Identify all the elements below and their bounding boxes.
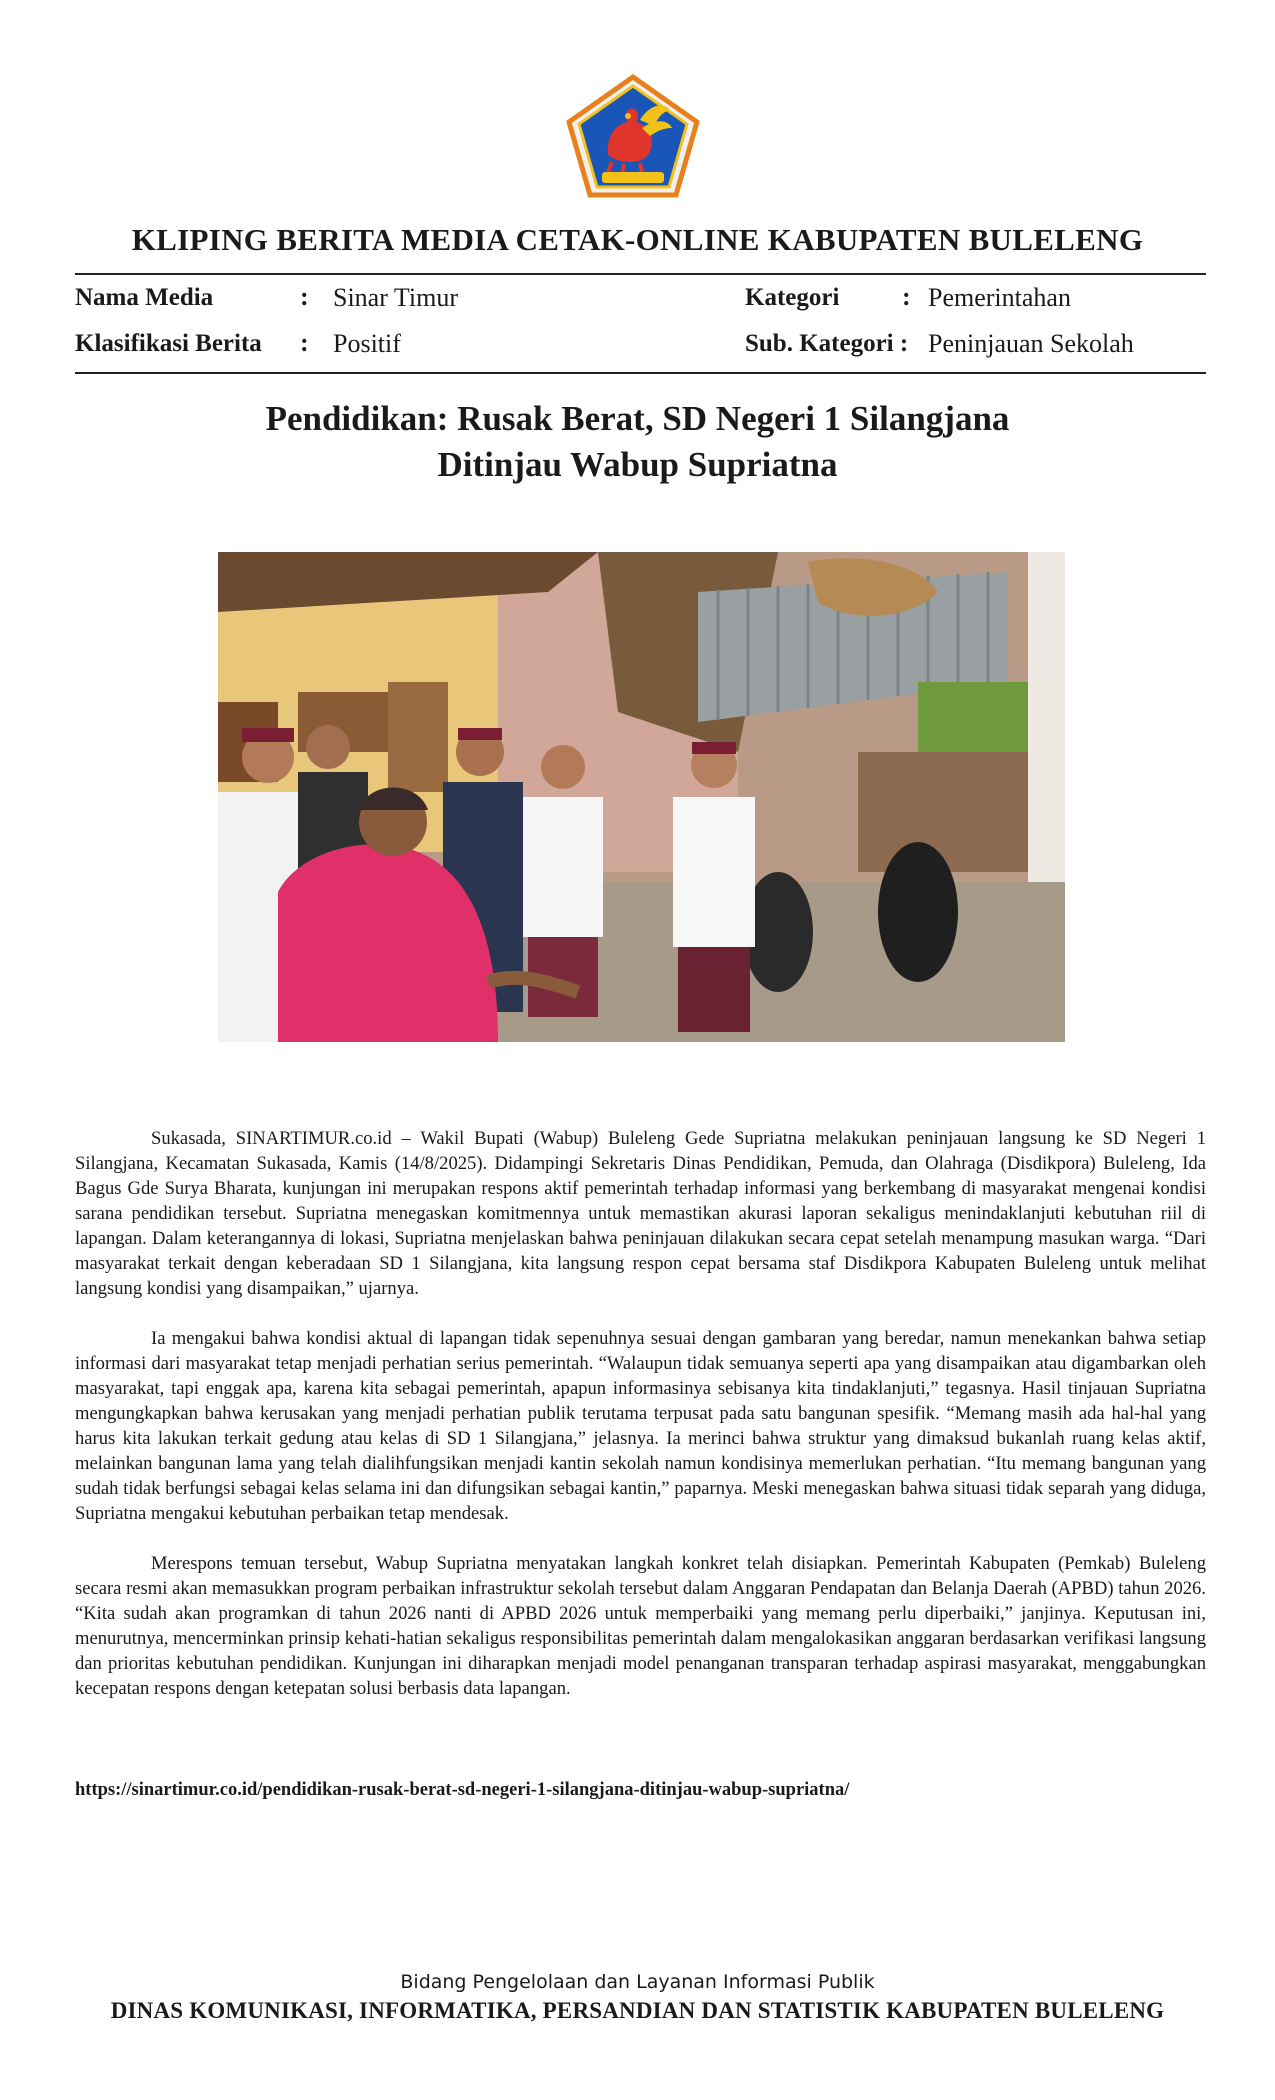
footer-division: Bidang Pengelolaan dan Layanan Informasi Publik	[400, 1971, 875, 1993]
emblem-icon	[566, 74, 700, 198]
category-value: Pemerintahan	[928, 283, 1071, 312]
media-name-value: Sinar Timur	[333, 283, 458, 312]
header-bottom-divider	[75, 372, 1206, 374]
headline-line-2: Ditinjau Wabup Supriatna	[437, 445, 838, 484]
article-body	[75, 1126, 1206, 1726]
clipping-title: KLIPING BERITA MEDIA CETAK-ONLINE KABUPATEN BULELENG	[131, 222, 1144, 257]
article-paragraph-2: Ia mengakui bahwa kondisi aktual di lapangan tidak sepenuhnya sesuai dengan gambaran yang beredar, namun menekankan bahwa setiap informasi dari masyarakat tetap menjadi perhatian serius pemerintah. “Walaupun tidak semuanya seperti apa yang disampaikan atau digambarkan oleh masyarakat, tapi enggak apa, karena kita sebagai pemerintah, apapun informasinya sebisanya kita tindaklanjuti,” tegasnya. Hasil tinjauan Supriatna mengungkapkan bahwa kerusakan yang menjadi perhatian publik terutama terpusat pada satu bangunan spesifik. “Memang masih ada hal-hal yang harus kita lakukan terkait gedung atau kelas di SD 1 Silangjana,” jelasnya. Ia merinci bahwa struktur yang dimaksud bukanlah ruang kelas aktif, melainkan bangunan lama yang telah dialihfungsikan menjadi kantin sekolah namun kondisinya memerlukan perhatian. “Itu memang bangunan yang sudah tidak berfungsi sebagai kelas selama ini dan difungsikan sebagai kantin,” paparnya. Meski menegaskan bahwa situasi tidak separah yang diduga, Supriatna mengakui kebutuhan perbaikan tetap mendesak.	[75, 1328, 1206, 1524]
buleleng-emblem-logo	[566, 74, 700, 198]
article-headline	[0, 396, 1275, 488]
classification-colon: :	[300, 328, 309, 357]
category-label: Kategori	[745, 284, 840, 311]
news-photo-icon	[218, 552, 1065, 1042]
sub-category-value: Peninjauan Sekolah	[928, 329, 1134, 358]
media-name-colon: :	[300, 282, 309, 311]
headline-line-1: Pendidikan: Rusak Berat, SD Negeri 1 Silangjana	[265, 399, 1010, 438]
article-photo	[218, 552, 1065, 1042]
article-paragraph-1: Sukasada, SINARTIMUR.co.id – Wakil Bupati (Wabup) Buleleng Gede Supriatna melakukan peninjauan langsung ke SD Negeri 1 Silangjana, Kecamatan Sukasada, Kamis (14/8/2025). Didampingi Sekretaris Dinas Pendidikan, Pemuda, dan Olahraga (Disdikpora) Buleleng, Ida Bagus Gde Surya Bharata, kunjungan ini merupakan respons aktif pemerintah terhadap informasi yang berkembang di masyarakat mengenai kondisi sarana pendidikan tersebut. Supriatna menegaskan komitmennya untuk memastikan akurasi laporan sekaligus menindaklanjuti kebutuhan riil di lapangan. Dalam keterangannya di lokasi, Supriatna menjelaskan bahwa peninjauan dilakukan secara cepat setelah menampung masukan warga. “Dari masyarakat terkait dengan keberadaan SD 1 Silangjana, kita langsung respon cepat bersama staf Disdikpora Kabupaten Buleleng untuk melihat langsung kondisi yang disampaikan,” ujarnya.	[75, 1128, 1206, 1299]
media-name-label: Nama Media	[75, 284, 214, 311]
header-top-divider	[75, 273, 1206, 275]
article-paragraph-3: Merespons temuan tersebut, Wabup Supriatna menyatakan langkah konkret telah disiapkan. Pemerintah Kabupaten (Pemkab) Buleleng secara resmi akan memasukkan program perbaikan infrastruktur sekolah tersebut dalam Anggaran Pendapatan dan Belanja Daerah (APBD) tahun 2026. “Kita sudah akan programkan di tahun 2026 nanti di APBD 2026 untuk memperbaiki yang memang perlu diperbaiki,” janjinya. Keputusan ini, menurutnya, mencerminkan prinsip kehati-hatian sekaligus responsibilitas pemerintah dalam mengalokasikan anggaran berdasarkan verifikasi langsung dan prioritas kebutuhan pendidikan. Kunjungan ini diharapkan menjadi model penanganan transparan terhadap aspirasi masyarakat, menggabungkan kecepatan respons dengan ketepatan solusi berbasis data lapangan.	[75, 1553, 1206, 1699]
sub-category-label: Sub. Kategori :	[745, 330, 909, 357]
footer-agency: DINAS KOMUNIKASI, INFORMATIKA, PERSANDIAN DAN STATISTIK KABUPATEN BULELENG	[110, 1998, 1165, 2023]
classification-label: Klasifikasi Berita	[75, 330, 262, 357]
classification-value: Positif	[333, 329, 401, 358]
category-colon: :	[902, 282, 911, 311]
source-url-link[interactable]: https://sinartimur.co.id/pendidikan-rusak-berat-sd-negeri-1-silangjana-ditinjau-wabup-supriatna/	[75, 1780, 850, 1800]
